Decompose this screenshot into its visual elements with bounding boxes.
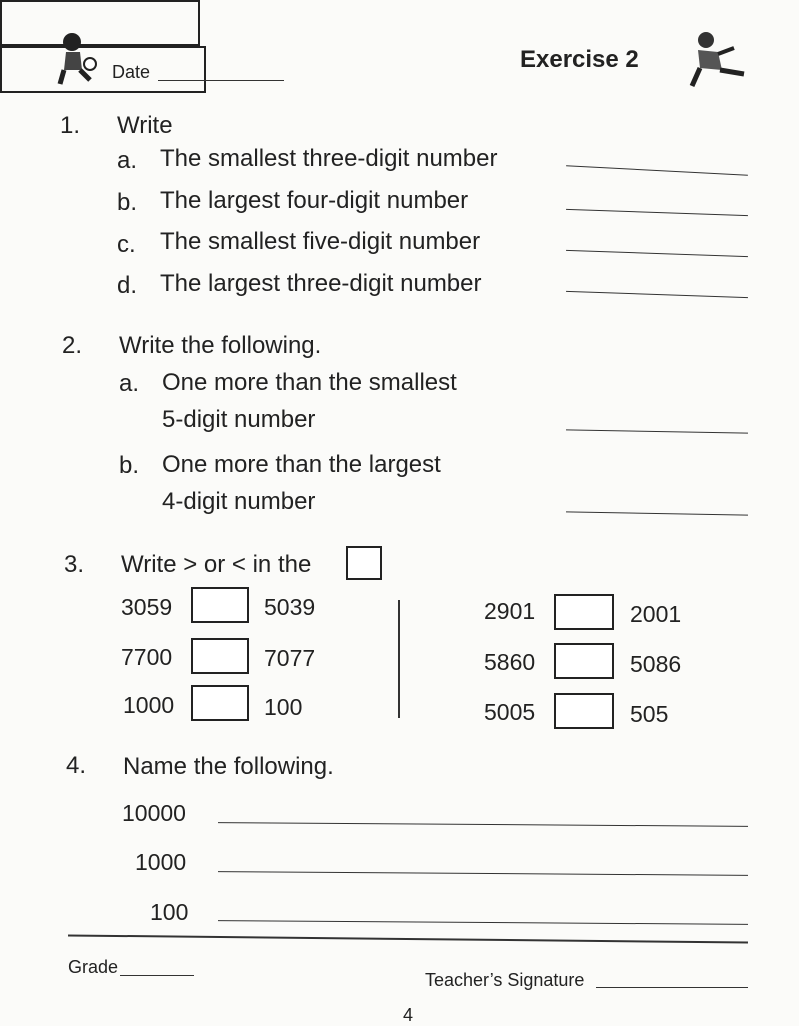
grade-field[interactable] xyxy=(120,975,194,976)
q3-title: Write > or < in the xyxy=(121,551,312,578)
q2-title: Write the following. xyxy=(119,332,322,359)
q1-number: 1. xyxy=(60,112,81,139)
q1a-answer-line[interactable] xyxy=(566,165,748,176)
footer-divider xyxy=(68,934,748,943)
date-label: Date xyxy=(112,62,151,82)
q4-item-1-answer-line[interactable] xyxy=(218,822,748,827)
q1a-text: The smallest three-digit number xyxy=(160,145,498,172)
q3-right-2-a: 5860 xyxy=(484,649,536,675)
q2a-answer-line[interactable] xyxy=(566,429,748,433)
q3-right-1-box[interactable] xyxy=(554,594,614,630)
q1c-answer-line[interactable] xyxy=(566,250,748,257)
q1d-text: The largest three-digit number xyxy=(160,270,482,297)
q3-column-divider xyxy=(398,600,400,718)
q2a-line1: One more than the smallest xyxy=(162,369,457,396)
q3-left-1-b: 5039 xyxy=(264,594,316,620)
q3-left-2-a: 7700 xyxy=(121,644,173,670)
q3-left-2-b: 7077 xyxy=(264,645,316,671)
q3-left-2-box[interactable] xyxy=(191,638,249,674)
q1a-letter: a. xyxy=(117,147,138,174)
q3-left-1-box[interactable] xyxy=(191,587,249,623)
q3-right-3-a: 5005 xyxy=(484,699,536,725)
q1b-text: The largest four-digit number xyxy=(160,187,469,214)
q3-right-2-box[interactable] xyxy=(554,643,614,679)
q1c-text: The smallest five-digit number xyxy=(160,228,481,255)
q3-left-1-a: 3059 xyxy=(121,594,173,620)
date-field[interactable] xyxy=(158,80,284,81)
q3-left-3-a: 1000 xyxy=(123,692,175,718)
q1b-letter: b. xyxy=(117,189,138,216)
q4-item-3-answer-line[interactable] xyxy=(218,920,748,925)
q3-right-1-a: 2901 xyxy=(484,598,536,624)
q3-example-box xyxy=(346,546,382,580)
exercise-title-box xyxy=(0,46,206,93)
boy-mascot-icon xyxy=(52,30,100,90)
q4-item-1: 10000 xyxy=(122,800,186,826)
exercise-title: Exercise 2 xyxy=(520,46,639,73)
signature-field[interactable] xyxy=(596,987,748,988)
q1d-answer-line[interactable] xyxy=(566,291,748,298)
q4-number: 4. xyxy=(66,752,87,779)
q2b-answer-line[interactable] xyxy=(566,511,748,515)
q1c-letter: c. xyxy=(117,231,136,258)
grade-label: Grade xyxy=(68,957,119,977)
q2b-line2: 4-digit number xyxy=(162,488,316,515)
date-box xyxy=(0,0,200,46)
page-number: 4 xyxy=(403,1005,414,1025)
q3-right-2-b: 5086 xyxy=(630,651,682,677)
q2a-letter: a. xyxy=(119,370,140,397)
q3-right-3-b: 505 xyxy=(630,701,669,727)
q3-left-3-box[interactable] xyxy=(191,685,249,721)
q1-title: Write xyxy=(117,112,173,139)
signature-label: Teacher’s Signature xyxy=(425,970,585,990)
q4-item-2: 1000 xyxy=(135,849,187,875)
q3-left-3-b: 100 xyxy=(264,694,303,720)
q2a-line2: 5-digit number xyxy=(162,406,316,433)
q2b-letter: b. xyxy=(119,452,140,479)
q1d-letter: d. xyxy=(117,272,138,299)
q4-item-2-answer-line[interactable] xyxy=(218,871,748,876)
running-girl-icon xyxy=(684,30,748,90)
q1b-answer-line[interactable] xyxy=(566,209,748,216)
q4-title: Name the following. xyxy=(123,753,334,780)
q2b-line1: One more than the largest xyxy=(162,451,441,478)
q3-number: 3. xyxy=(64,551,85,578)
q3-right-3-box[interactable] xyxy=(554,693,614,729)
q3-right-1-b: 2001 xyxy=(630,601,682,627)
q2-number: 2. xyxy=(62,332,83,359)
q4-item-3: 100 xyxy=(150,899,189,925)
